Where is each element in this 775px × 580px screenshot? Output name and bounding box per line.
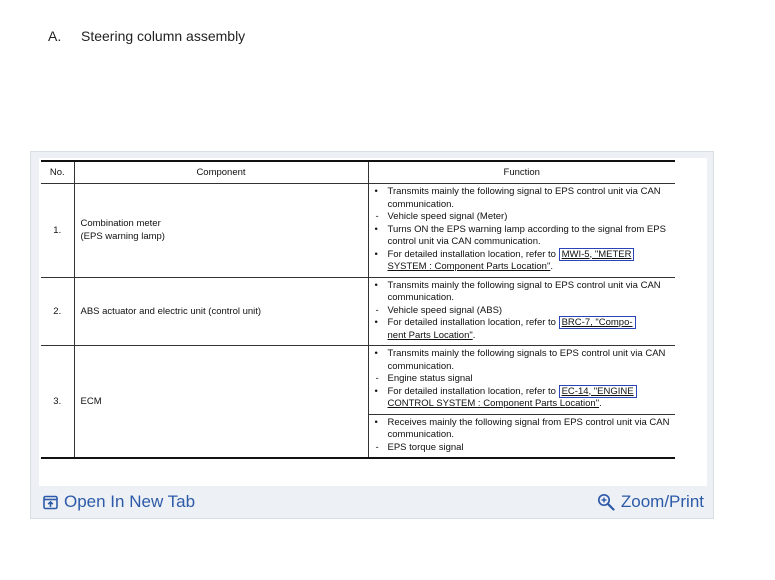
row-number: 2. bbox=[41, 277, 74, 346]
reference-end: . bbox=[550, 261, 553, 272]
reference-end: . bbox=[472, 329, 476, 341]
component-detail: (EPS warning lamp) bbox=[80, 231, 165, 243]
row-number: 3. bbox=[41, 346, 74, 459]
signal-item: - Vehicle speed signal (Meter) bbox=[373, 211, 672, 224]
reference-code: BRC-7, "Compo- bbox=[559, 316, 636, 329]
component-cell bbox=[74, 346, 368, 459]
open-new-tab-icon bbox=[43, 495, 58, 510]
reference-prefix: For detailed installation location, refer to bbox=[387, 317, 559, 328]
function-cell bbox=[368, 277, 675, 346]
function-item: • Receives mainly the following signal from EPS control unit via CAN communication. bbox=[373, 417, 672, 442]
open-in-new-tab-button[interactable] bbox=[43, 492, 195, 512]
row-number: 1. bbox=[41, 184, 74, 278]
reference-title: SYSTEM : Component Parts Location" bbox=[387, 261, 551, 272]
component-name: ABS actuator and electric unit (control unit) bbox=[80, 305, 262, 317]
open-in-new-tab-label: Open In New Tab bbox=[64, 492, 196, 511]
document-page bbox=[39, 158, 707, 486]
function-cell bbox=[368, 414, 675, 458]
zoom-print-button[interactable] bbox=[597, 492, 704, 512]
function-item: • Transmits mainly the following signal to EPS control unit via CAN communication. bbox=[373, 186, 672, 211]
function-cell bbox=[368, 346, 675, 415]
reference-item bbox=[373, 249, 672, 274]
component-table bbox=[41, 160, 675, 459]
reference-code: MWI-5, "METER bbox=[559, 248, 635, 261]
reference-item bbox=[373, 317, 672, 342]
zoom-print-label: Zoom/Print bbox=[620, 492, 704, 511]
reference-title: nent Parts Location" bbox=[387, 329, 473, 341]
component-name: ECM bbox=[80, 396, 102, 407]
table-header-row bbox=[41, 161, 675, 184]
section-title: Steering column assembly bbox=[81, 28, 246, 44]
zoom-icon bbox=[597, 493, 615, 511]
reference-title: CONTROL SYSTEM : Component Parts Location" bbox=[387, 398, 600, 409]
reference-item bbox=[373, 386, 672, 411]
header-function: Function bbox=[368, 161, 675, 184]
table-row bbox=[41, 346, 675, 415]
component-name: Combination meter bbox=[80, 218, 161, 230]
table-row bbox=[41, 277, 675, 346]
function-item: • Transmits mainly the following signals to EPS control unit via CAN communication. bbox=[373, 348, 672, 373]
function-cell bbox=[368, 184, 675, 278]
reference-end: . bbox=[599, 398, 602, 409]
section-letter: A. bbox=[48, 28, 62, 44]
viewer-toolbar bbox=[31, 486, 713, 518]
header-component: Component bbox=[74, 161, 368, 184]
reference-code: EC-14, "ENGINE bbox=[559, 385, 637, 398]
section-heading bbox=[48, 28, 245, 44]
header-no: No. bbox=[41, 161, 74, 184]
function-item: • Turns ON the EPS warning lamp according to the signal from EPS control unit via CAN communication. bbox=[373, 224, 672, 249]
signal-item: - Engine status signal bbox=[373, 373, 672, 386]
component-cell bbox=[74, 184, 368, 278]
component-cell bbox=[74, 277, 368, 346]
signal-item: - Vehicle speed signal (ABS) bbox=[373, 305, 672, 318]
signal-item: - EPS torque signal bbox=[373, 442, 672, 455]
document-viewer bbox=[30, 151, 714, 519]
reference-prefix: For detailed installation location, refer to bbox=[387, 385, 559, 397]
reference-prefix: For detailed installation location, refer to bbox=[387, 248, 559, 260]
function-item: • Transmits mainly the following signal to EPS control unit via CAN communication. bbox=[373, 280, 672, 305]
table-row bbox=[41, 184, 675, 278]
